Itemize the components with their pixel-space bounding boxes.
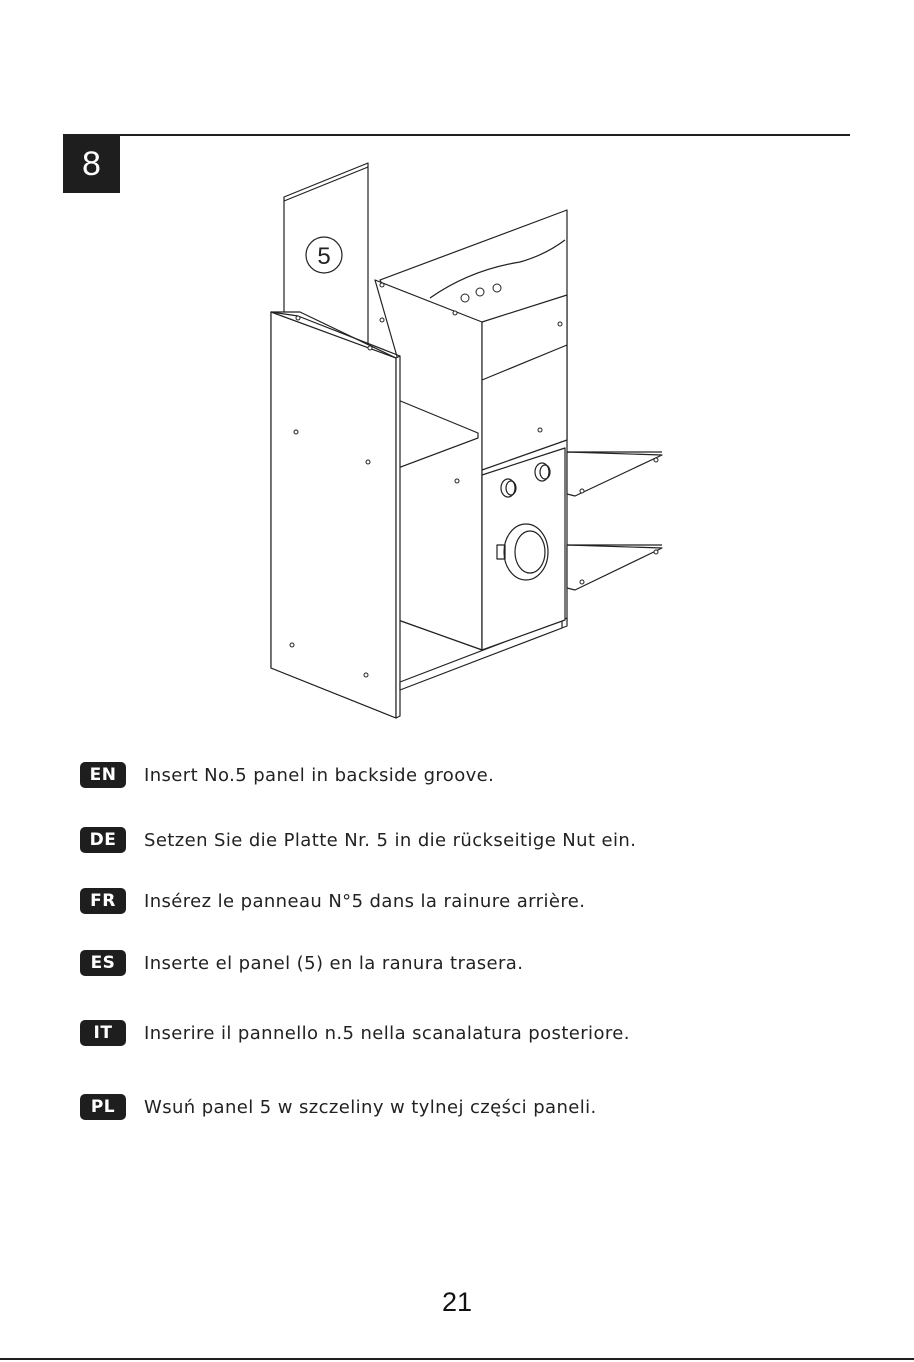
language-badge-es: ES	[80, 950, 126, 976]
instruction-pl	[80, 1092, 597, 1122]
instruction-es	[80, 948, 523, 978]
instruction-text-fr: Insérez le panneau N°5 dans la rainure arrière.	[144, 890, 586, 912]
instruction-text-it: Inserire il pannello n.5 nella scanalatura posteriore.	[144, 1022, 630, 1044]
part-label: 5	[317, 243, 331, 270]
instruction-text-pl: Wsuń panel 5 w szczeliny w tylnej części paneli.	[144, 1096, 597, 1118]
footer-rule	[0, 1358, 914, 1360]
instruction-en	[80, 760, 494, 790]
language-badge-it: IT	[80, 1020, 126, 1046]
assembly-illustration	[250, 150, 680, 730]
header-rule	[63, 134, 850, 136]
language-badge-fr: FR	[80, 888, 126, 914]
language-badge-en: EN	[80, 762, 126, 788]
instruction-de	[80, 825, 636, 855]
instruction-text-de: Setzen Sie die Platte Nr. 5 in die rückseitige Nut ein.	[144, 829, 637, 851]
step-number-badge: 8	[63, 136, 120, 193]
language-badge-de: DE	[80, 827, 126, 853]
instruction-it	[80, 1018, 630, 1048]
instruction-text-es: Inserte el panel (5) en la ranura trasera.	[144, 952, 524, 974]
instruction-text-en: Insert No.5 panel in backside groove.	[144, 764, 495, 786]
language-badge-pl: PL	[80, 1094, 126, 1120]
instruction-fr	[80, 886, 585, 916]
page-number: 21	[441, 1287, 473, 1317]
